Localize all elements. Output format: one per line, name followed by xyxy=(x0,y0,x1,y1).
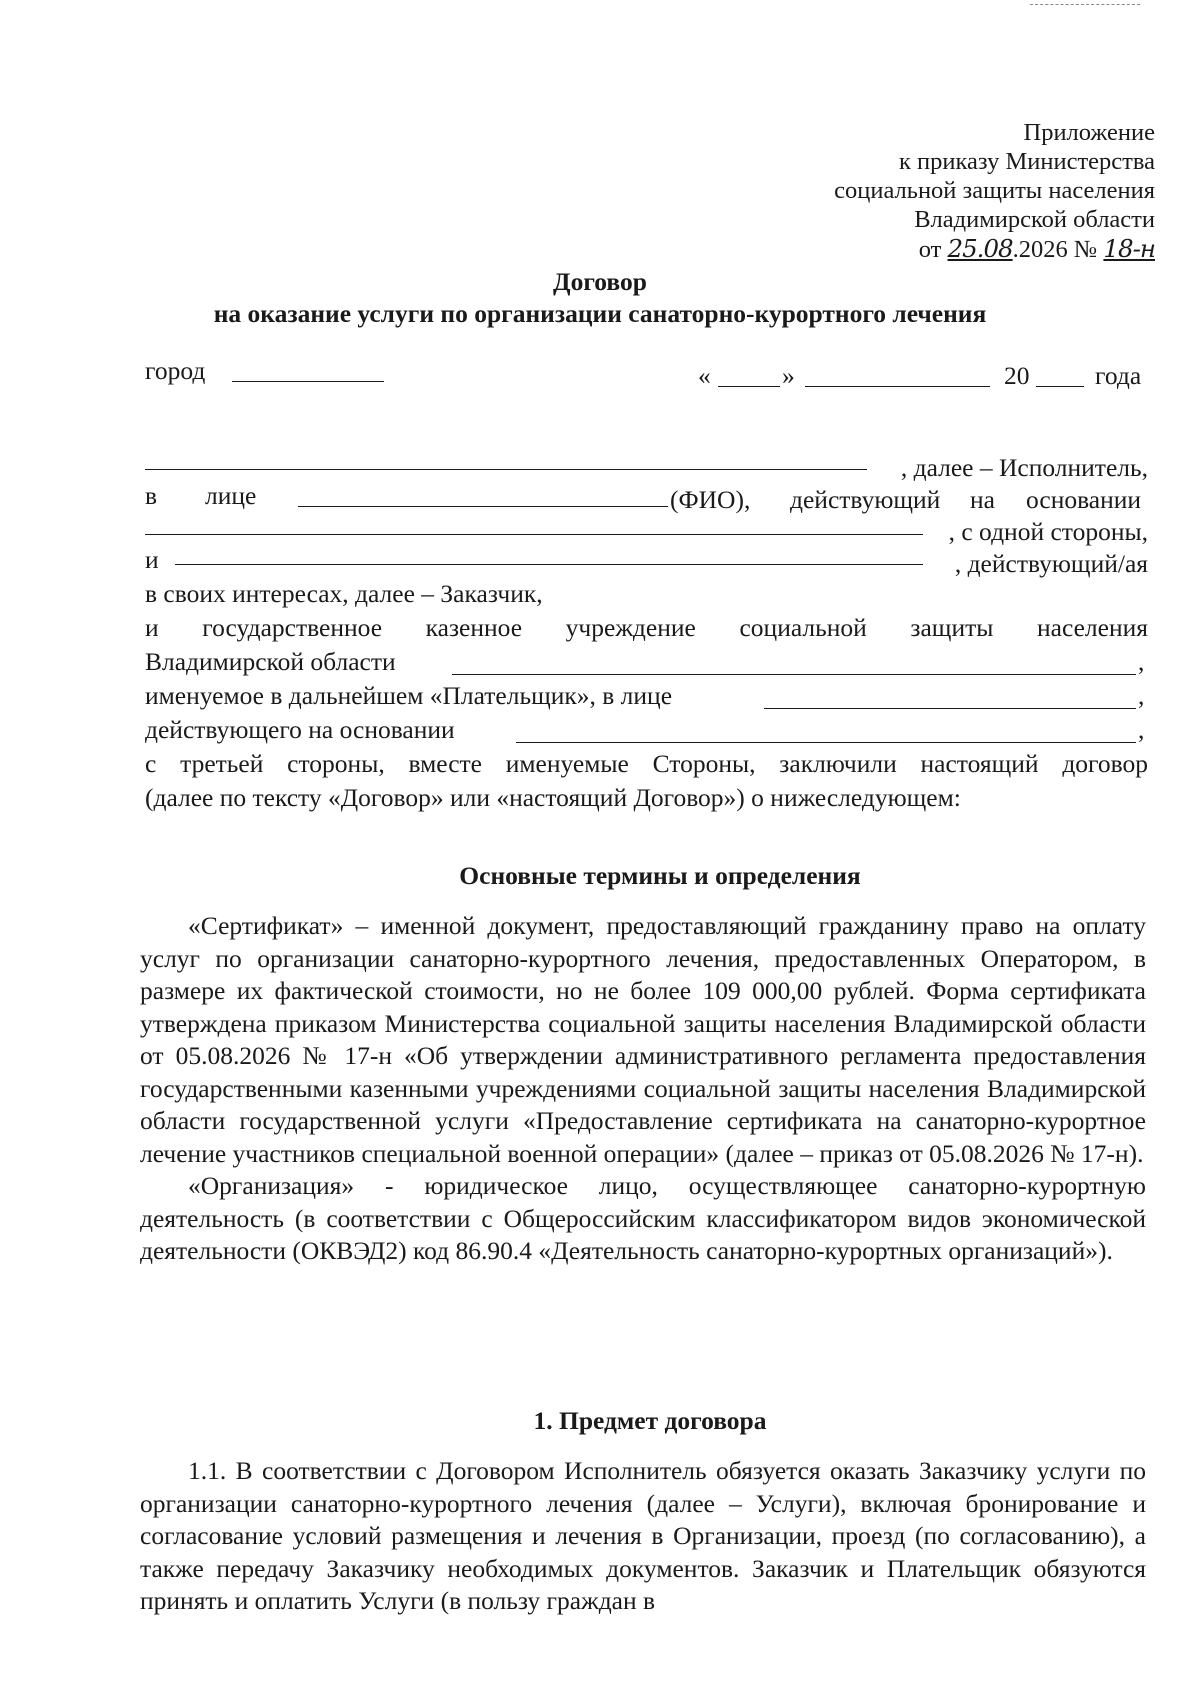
comma-2: , xyxy=(1138,681,1145,710)
handwritten-order-number: 18-н xyxy=(1103,234,1155,263)
date-prefix: от xyxy=(918,236,948,263)
section-1-heading: 1. Предмет договора xyxy=(533,1406,767,1435)
payer-basis-blank xyxy=(516,718,1136,743)
month-blank xyxy=(805,362,990,387)
fio-label: (ФИО), xyxy=(670,485,751,514)
appendix-line-3: социальной защиты населения xyxy=(834,177,1155,204)
document-title: Договор xyxy=(553,267,647,296)
year-word: года xyxy=(1095,361,1142,390)
customer-interest-line: в своих интересах, далее – Заказчик, xyxy=(145,579,543,608)
region-label: Владимирской области xyxy=(145,647,396,676)
contract-reference-line: (далее по тексту «Договор» или «настоящий Договор») о нижеследующем: xyxy=(145,783,961,812)
executor-basis-blank xyxy=(145,510,923,535)
first-side-label: , с одной стороны, xyxy=(948,517,1148,546)
customer-blank xyxy=(175,540,923,565)
appendix-line-2: к приказу Министерства xyxy=(899,148,1155,175)
basis-word: основании xyxy=(1026,485,1142,514)
comma-1: , xyxy=(1138,647,1145,676)
certificate-definition: «Сертификат» – именной документ, предоставляющий гражданину право на оплату услуг по организации санаторно-курортного лечения, предоставленных Оператором, в размере их фактической стоимости, но не более 109 000,00 рублей. Форма сертификата утверждена приказом Министерства социальной защиты населения Владимирской области от 05.08.2026 № 17-н «Об утверждении административного регламента предоставления государственными казенными учреждениями социальной защиты населения Владимирской области государственной услуги «Предоставление сертификата на санаторно-курортное лечение участников специальной военной операции» (далее – приказ от 05.08.2026 № 17-н). xyxy=(140,911,1146,1168)
organization-definition: «Организация» - юридическое лицо, осуществляющее санаторно-курортную деятельность (в соответствии с Общероссийским классификатором видов экономической деятельности (ОКВЭД2) код 86.90.4 «Деятельность санаторно-курортных организаций»). xyxy=(140,1171,1146,1265)
appendix-line-1: Приложение xyxy=(1023,119,1155,146)
acting-word: действующий xyxy=(790,485,941,514)
person-word: лице xyxy=(205,481,257,510)
section-1-body xyxy=(140,1455,1146,1618)
in-word: в xyxy=(145,481,158,510)
day-blank xyxy=(718,362,780,387)
institution-blank xyxy=(452,650,1136,675)
on-word: на xyxy=(970,485,995,514)
payer-basis-label: действующего на основании xyxy=(145,715,455,744)
date-quote-open: « xyxy=(698,361,711,390)
and-word: и xyxy=(145,545,159,574)
terms-heading: Основные термины и определения xyxy=(459,861,861,890)
terms-paragraph-certificate xyxy=(140,910,1146,1268)
appendix-line-4: Владимирской области xyxy=(914,206,1155,233)
appendix-order-date xyxy=(834,234,1155,264)
city-label: город xyxy=(145,356,206,385)
handwritten-date: 25.08 xyxy=(947,234,1013,263)
executor-person-blank xyxy=(298,482,668,507)
payer-label: именуемое в дальнейшем «Плательщик», в лице xyxy=(145,681,673,710)
scan-artifact-mark xyxy=(1030,4,1140,8)
comma-3: , xyxy=(1138,715,1145,744)
appendix-block xyxy=(834,118,1155,264)
year-prefix: 20 xyxy=(1004,361,1030,390)
date-year: .2026 № xyxy=(1012,236,1104,263)
institution-line: и государственное казенное учреждение социальной защиты населения xyxy=(145,613,1148,642)
city-blank xyxy=(232,357,384,382)
payer-person-blank xyxy=(764,684,1136,709)
document-subtitle: на оказание услуги по организации санаторно-курортного лечения xyxy=(213,299,987,328)
customer-acting-label: , действующий/ая xyxy=(954,549,1148,578)
executor-blank xyxy=(145,445,867,470)
date-quote-close: » xyxy=(782,361,795,390)
third-side-line: с третьей стороны, вместе именуемые Стороны, заключили настоящий договор xyxy=(145,749,1148,778)
executor-label: , далее – Исполнитель, xyxy=(900,453,1148,482)
year-blank xyxy=(1036,362,1084,387)
clause-1-1: 1.1. В соответствии с Договором Исполнитель обязуется оказать Заказчику услуги по организации санаторно-курортного лечения (далее – Услуги), включая бронирование и согласование условий размещения и лечения в Организации, проезд (по согласованию), а также передачу Заказчику необходимых документов. Заказчик и Плательщик обязуются принять и оплатить Услуги (в пользу граждан в xyxy=(140,1456,1146,1615)
